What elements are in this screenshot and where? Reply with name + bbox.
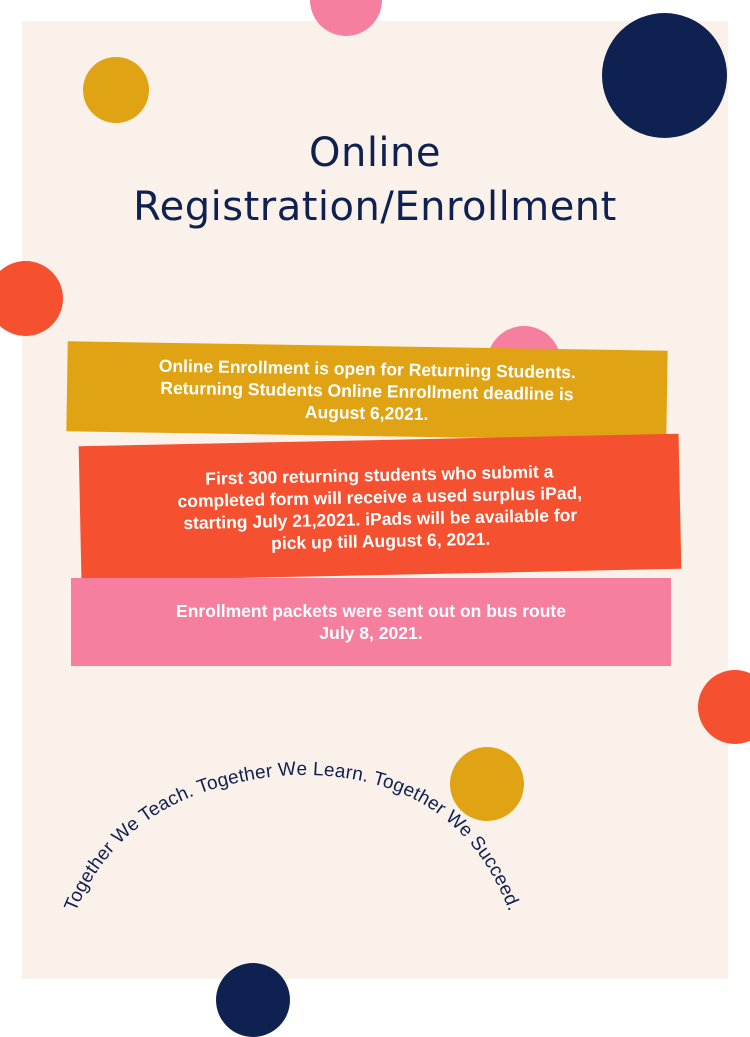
banner-text-line: starting July 21,2021. iPads will be available for xyxy=(183,504,578,533)
motto-text: Together We Teach. Together We Learn. Together We Succeed. xyxy=(60,758,525,915)
banner-text-line: Returning Students Online Enrollment deadline is xyxy=(160,377,574,405)
banner-text-line: completed form will receive a used surplus iPad, xyxy=(177,482,583,511)
banner-text-line: August 6,2021. xyxy=(304,402,429,424)
title-line-2: Registration/Enrollment xyxy=(133,184,617,230)
banner-text-line: July 8, 2021. xyxy=(319,623,423,643)
banner-text-line: Enrollment packets were sent out on bus route xyxy=(176,601,566,621)
title-line-1: Online xyxy=(308,130,442,176)
banner-text-line: First 300 returning students who submit a xyxy=(205,460,554,489)
banner-text-line: Online Enrollment is open for Returning Students. xyxy=(158,355,577,383)
svg-text:Together We Teach. Together We xyxy=(61,758,525,914)
banner-text-line: pick up till August 6, 2021. xyxy=(270,528,491,553)
